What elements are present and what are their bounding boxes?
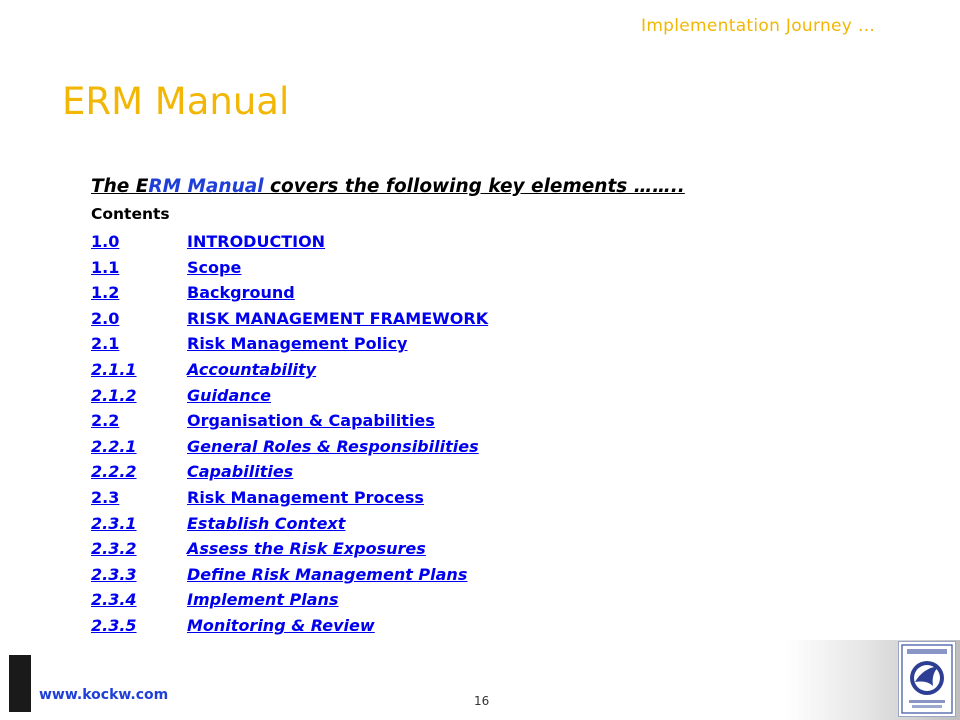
- toc-number: 1.2: [91, 283, 120, 303]
- toc-number: 2.3.5: [91, 615, 137, 635]
- toc-number: 2.2.2: [91, 462, 137, 482]
- toc-number: 2.3.1: [91, 513, 137, 533]
- toc-title: Establish Context: [187, 513, 346, 533]
- toc-link-2-2[interactable]: [91, 408, 488, 434]
- toc-title: RISK MANAGEMENT FRAMEWORK: [187, 308, 489, 328]
- toc-link-1-0[interactable]: [91, 229, 488, 255]
- erm-manual-link[interactable]: RM Manual: [148, 176, 271, 197]
- toc-title: Accountability: [187, 359, 317, 379]
- toc-number: 2.3: [91, 487, 120, 507]
- toc-title: Guidance: [187, 385, 271, 405]
- toc-link-2-3-4[interactable]: [91, 587, 488, 613]
- footer-website-link[interactable]: www.kockw.com: [39, 687, 169, 703]
- toc-title: Implement Plans: [187, 590, 339, 610]
- toc-link-2-3-3[interactable]: [91, 562, 488, 588]
- section-tag: Implementation Journey …: [641, 16, 876, 36]
- toc-number: 2.3.2: [91, 539, 137, 559]
- toc-number: 2.1.1: [91, 359, 137, 379]
- intro-prefix: The E: [91, 176, 149, 197]
- toc-link-2-3-2[interactable]: [91, 536, 488, 562]
- toc-number: 2.2: [91, 411, 120, 431]
- toc-title: INTRODUCTION: [187, 232, 326, 251]
- toc-link-2-3[interactable]: [91, 485, 488, 511]
- toc-link-2-1[interactable]: [91, 331, 488, 357]
- intro-sentence: [91, 176, 811, 197]
- bird-emblem-icon: [899, 642, 955, 716]
- toc-title: Monitoring & Review: [187, 615, 375, 635]
- toc-title: Organisation & Capabilities: [187, 411, 435, 431]
- page-number: 16: [474, 694, 490, 708]
- table-of-contents: [91, 229, 488, 639]
- contents-heading: Contents: [91, 205, 170, 223]
- toc-title: Capabilities: [187, 462, 294, 482]
- toc-title: Scope: [187, 257, 242, 277]
- toc-link-2-3-1[interactable]: [91, 511, 488, 537]
- toc-number: 1.0: [91, 232, 120, 251]
- toc-link-1-2[interactable]: [91, 280, 488, 306]
- footer-left-bar: [9, 655, 31, 712]
- toc-link-2-2-1[interactable]: [91, 434, 488, 460]
- toc-number: 2.1.2: [91, 385, 137, 405]
- toc-number: 2.3.3: [91, 564, 137, 584]
- toc-title: Background: [187, 283, 295, 303]
- toc-title: Risk Management Policy: [187, 334, 408, 354]
- toc-link-2-1-1[interactable]: [91, 357, 488, 383]
- toc-number: 2.0: [91, 308, 120, 328]
- toc-link-2-2-2[interactable]: [91, 459, 488, 485]
- page-title: ERM Manual: [62, 80, 290, 123]
- toc-title: General Roles & Responsibilities: [187, 436, 479, 456]
- toc-number: 2.2.1: [91, 436, 137, 456]
- toc-title: Risk Management Process: [187, 487, 424, 507]
- toc-link-2-1-2[interactable]: [91, 383, 488, 409]
- toc-number: 2.3.4: [91, 590, 137, 610]
- company-logo: [898, 641, 956, 717]
- intro-suffix: covers the following key elements ……..: [270, 176, 685, 197]
- toc-link-2-3-5[interactable]: [91, 613, 488, 639]
- toc-title: Define Risk Management Plans: [187, 564, 468, 584]
- toc-title: Assess the Risk Exposures: [187, 539, 426, 559]
- toc-number: 1.1: [91, 257, 120, 277]
- toc-link-2-0[interactable]: [91, 306, 488, 332]
- toc-number: 2.1: [91, 334, 120, 354]
- toc-link-1-1[interactable]: [91, 255, 488, 281]
